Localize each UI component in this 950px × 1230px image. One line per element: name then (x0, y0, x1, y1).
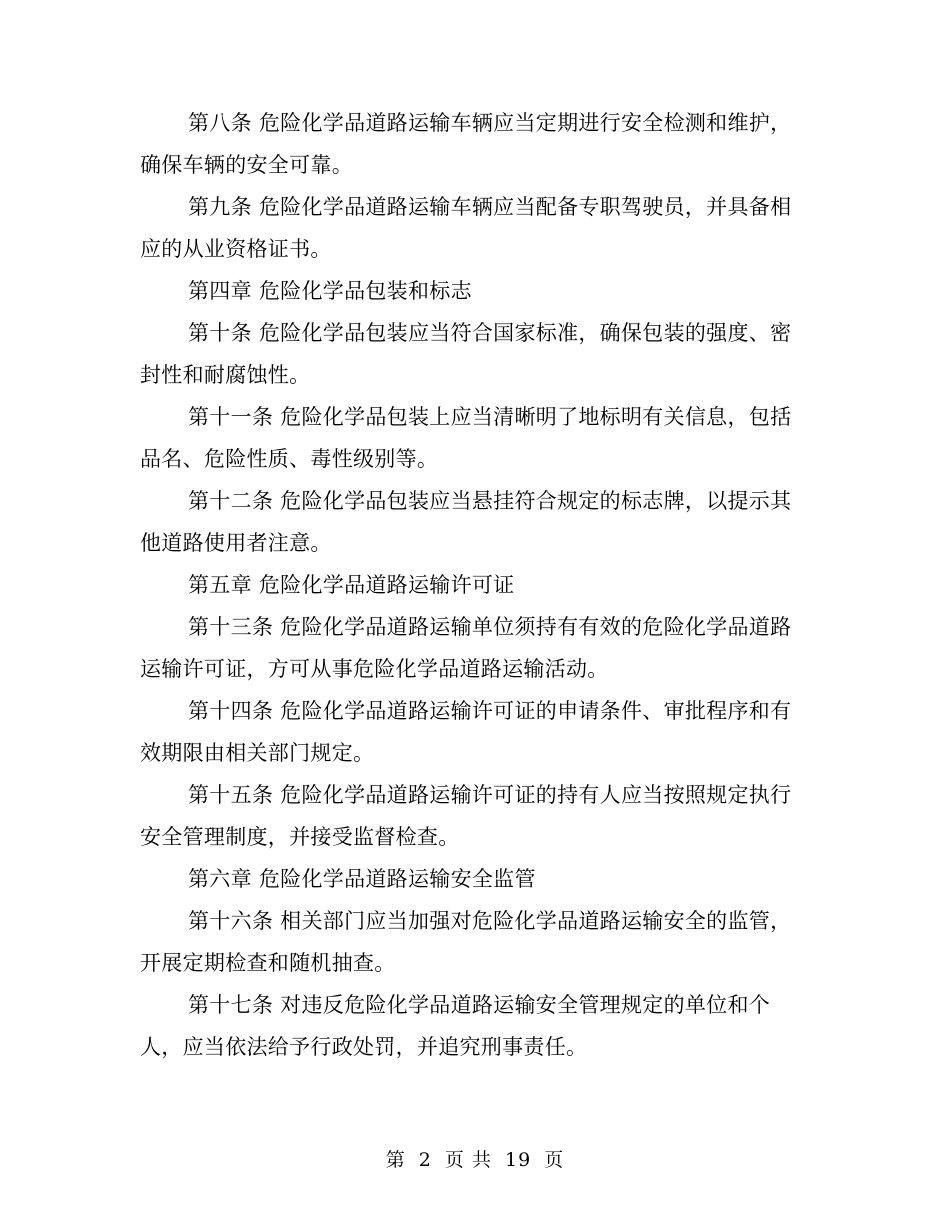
article-17: 第十七条 对违反危险化学品道路运输安全管理规定的单位和个人，应当依法给予行政处罚，并追究刑事责任。 (140, 993, 771, 1059)
article-16: 第十六条 相关部门应当加强对危险化学品道路运输安全的监管，开展定期检查和随机抽查。 (140, 909, 792, 975)
article-12: 第十二条 危险化学品包装应当悬挂符合规定的标志牌，以提示其他道路使用者注意。 (140, 489, 792, 555)
article-8: 第八条 危险化学品道路运输车辆应当定期进行安全检测和维护，确保车辆的安全可靠。 (140, 111, 792, 177)
article-11: 第十一条 危险化学品包装上应当清晰明了地标明有关信息，包括品名、危险性质、毒性级别等。 (140, 405, 792, 471)
document-body (140, 102, 810, 1068)
current-page-number: 2 (418, 1149, 432, 1171)
article-14: 第十四条 危险化学品道路运输许可证的申请条件、审批程序和有效期限由相关部门规定。 (140, 699, 792, 765)
article-10: 第十条 危险化学品包装应当符合国家标准，确保包装的强度、密封性和耐腐蚀性。 (140, 321, 792, 387)
chapter-4-heading: 第四章 危险化学品包装和标志 (188, 279, 472, 303)
footer-middle: 页 共 (444, 1149, 492, 1171)
page-footer (0, 1147, 950, 1173)
article-13: 第十三条 危险化学品道路运输单位须持有有效的危险化学品道路运输许可证，方可从事危险化学品道路运输活动。 (140, 615, 792, 681)
chapter-6-heading: 第六章 危险化学品道路运输安全监管 (188, 867, 536, 891)
article-15: 第十五条 危险化学品道路运输许可证的持有人应当按照规定执行安全管理制度，并接受监督检查。 (140, 783, 792, 849)
footer-prefix: 第 (385, 1149, 406, 1171)
total-page-count: 19 (505, 1149, 532, 1171)
footer-suffix: 页 (544, 1149, 565, 1171)
article-9: 第九条 危险化学品道路运输车辆应当配备专职驾驶员，并具备相应的从业资格证书。 (140, 195, 792, 261)
chapter-5-heading: 第五章 危险化学品道路运输许可证 (188, 573, 515, 597)
